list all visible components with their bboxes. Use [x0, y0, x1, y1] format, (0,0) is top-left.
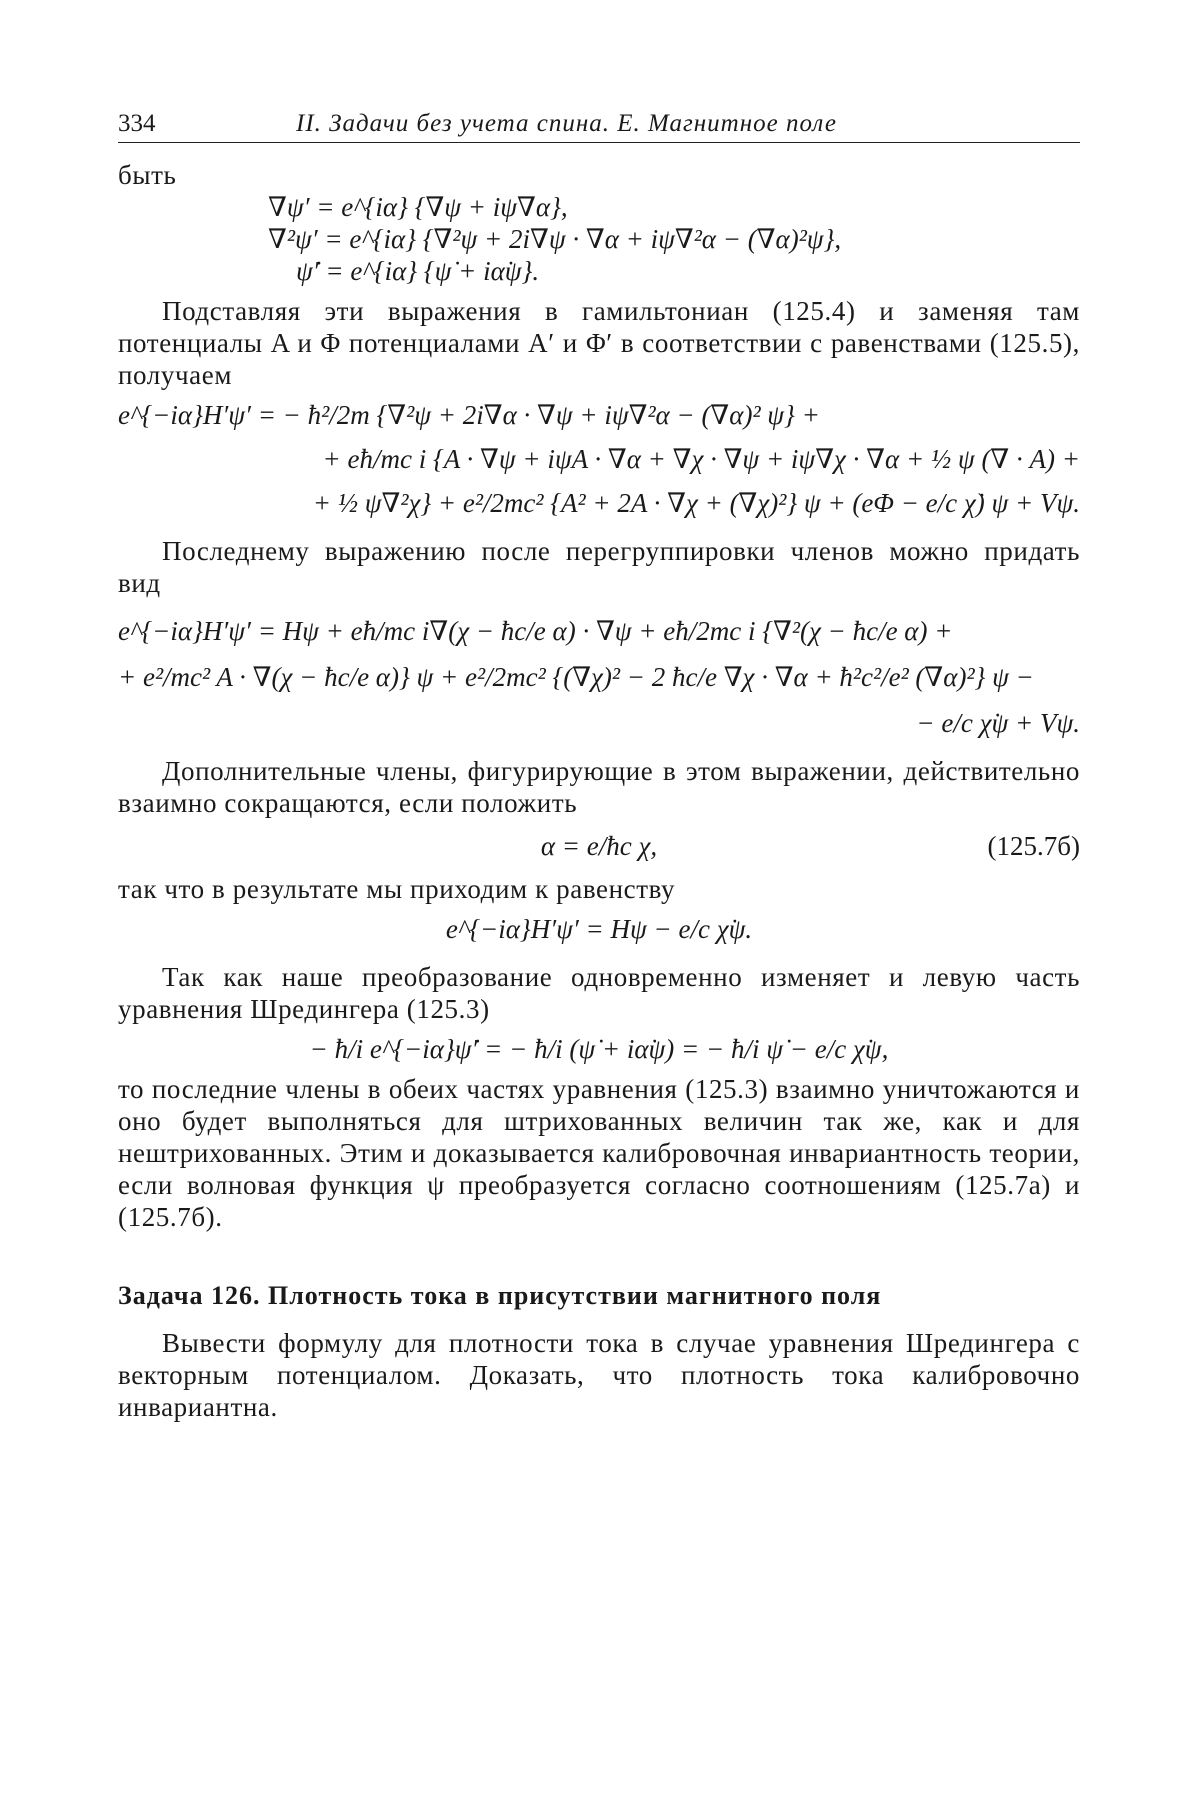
equation-block-hamiltonian	[118, 399, 1080, 519]
equation-line: ∇²ψ′ = e^{iα} {∇²ψ + 2i∇ψ · ∇α + iψ∇²α − (∇α)²ψ},	[268, 224, 842, 254]
equation-schrodinger: − ħ/i e^{−iα}ψ̇′ = − ħ/i (ψ̇ + iα̇ψ) = − ħ/i ψ̇ − e/c χ̇ψ,	[309, 1034, 889, 1064]
paragraph: Последнему выражению после перегруппировки членов можно придать вид	[118, 536, 1080, 598]
equation-line: e^{−iα}H′ψ′ = Hψ + eħ/mc i∇(χ − ħc/e α) · ∇ψ + eħ/2mc i {∇²(χ − ħc/e α) +	[118, 616, 953, 646]
problem-title: Задача 126. Плотность тока в присутствии магнитного поля	[118, 1281, 882, 1310]
equation-number: (125.7б)	[987, 831, 1080, 861]
running-head: II. Задачи без учета спина. Е. Магнитное поле	[296, 110, 837, 137]
paragraph: Так как наше преобразование одновременно изменяет и левую часть уравнения Шредингера (125.3)	[118, 962, 1080, 1024]
equation-line: + e²/mc² A · ∇(χ − ħc/e α)} ψ + e²/2mc² {(∇χ)² − 2 ħc/e ∇χ · ∇α + ħ²c²/e² (∇α)²} ψ −	[118, 662, 1034, 692]
equation-line: + eħ/mc i {A · ∇ψ + iψA · ∇α + ∇χ · ∇ψ + iψ∇χ · ∇α + ½ ψ (∇ · A) +	[322, 444, 1080, 474]
equation-line: − e/c χ̇ψ + Vψ.	[916, 708, 1080, 738]
paragraph: то последние члены в обеих частях уравнения (125.3) взаимно уничтожаются и оно будет выполняться для штрихованных величин так же, как и для нештрихованных. Этим и доказывается калибровочная инвариантность теории, если волновая функция ψ преобразуется согласно соотношениям (125.7а) и (125.7б).	[118, 1074, 1080, 1232]
equation-line: e^{−iα}H′ψ′ = − ħ²/2m {∇²ψ + 2i∇α · ∇ψ + iψ∇²α − (∇α)² ψ} +	[118, 400, 820, 430]
paragraph: Вывести формулу для плотности тока в случае уравнения Шредингера с векторным потенциалом. Доказать, что плотность тока калибровочно инвариантна.	[118, 1328, 1080, 1422]
paragraph: Подставляя эти выражения в гамильтониан (125.4) и заменяя там потенциалы A и Φ потенциалами A′ и Φ′ в соответствии с равенствами (125.5), получаем	[118, 296, 1080, 390]
equation-result: e^{−iα}H′ψ′ = Hψ − e/c χ̇ψ.	[445, 914, 753, 944]
equation-block-derivatives	[118, 191, 1080, 287]
equation-line: ψ̇′ = e^{iα} {ψ̇ + iα̇ψ}.	[296, 256, 540, 286]
page-number: 334	[118, 110, 156, 137]
intro-word: быть	[118, 160, 177, 190]
equation-block-regrouped	[118, 615, 1080, 739]
equation-line: + ½ ψ∇²χ} + e²/2mc² {A² + 2A · ∇χ + (∇χ)²} ψ + (eΦ − e/c χ̇) ψ + Vψ.	[312, 488, 1080, 518]
equation-alpha: α = e/ħc χ,	[540, 831, 658, 861]
equation-line: ∇ψ′ = e^{iα} {∇ψ + iψ∇α},	[268, 192, 568, 222]
numbered-equation	[118, 829, 1080, 873]
paragraph: так что в результате мы приходим к равенству	[118, 874, 676, 904]
page-header	[118, 100, 1080, 143]
book-page	[118, 100, 1080, 1423]
paragraph: Дополнительные члены, фигурирующие в этом выражении, действительно взаимно сокращаются, если положить	[118, 756, 1080, 818]
